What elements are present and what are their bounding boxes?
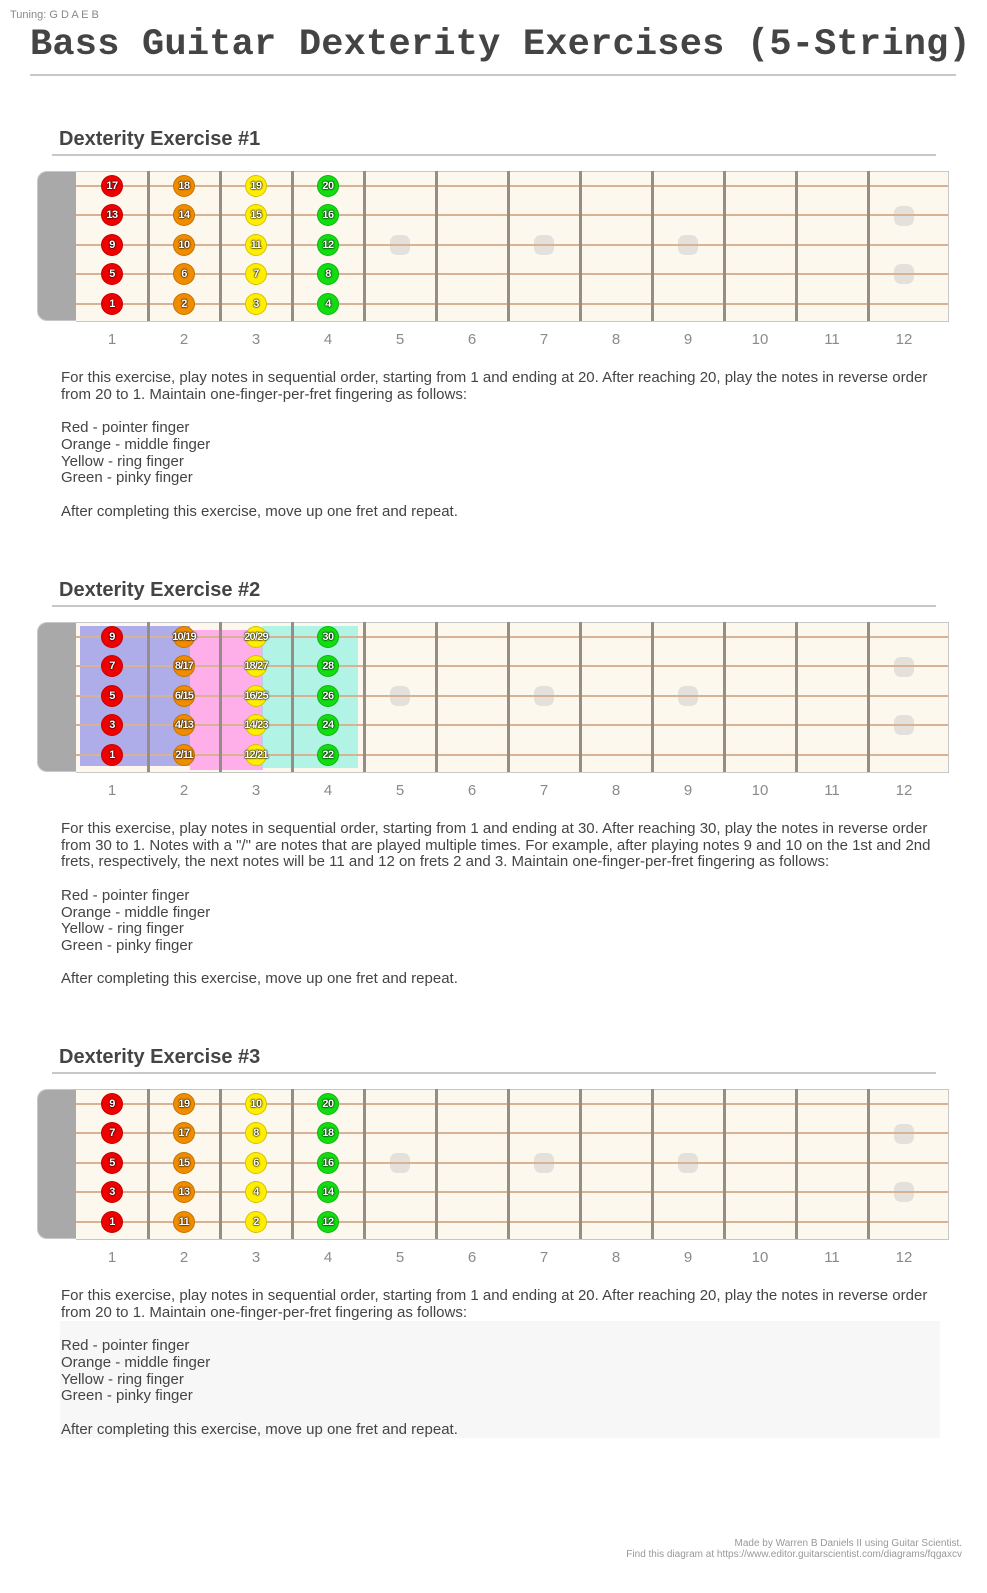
fingering-green: Green - pinky finger	[61, 469, 193, 487]
note-marker: 14/23	[245, 714, 267, 736]
fret-wire	[219, 622, 222, 772]
fret-number-label: 9	[683, 331, 693, 348]
fingering-orange: Orange - middle finger	[61, 1353, 211, 1371]
fret-wire	[507, 171, 510, 321]
note-marker: 8	[317, 263, 339, 285]
note-marker: 2	[173, 293, 195, 315]
string-2	[76, 665, 948, 667]
fret-wire	[291, 1089, 294, 1239]
fret-wire	[723, 622, 726, 772]
string-2	[76, 214, 948, 216]
fretboard-diagram	[37, 622, 949, 773]
fret-wire	[291, 622, 294, 772]
note-marker: 24	[317, 714, 339, 736]
string-5	[76, 303, 948, 305]
note-marker: 16	[317, 204, 339, 226]
tuning-label: Tuning: G D A E B	[10, 9, 99, 21]
title-divider	[30, 74, 956, 76]
fret-wire	[795, 1089, 798, 1239]
fret-number-label: 10	[751, 782, 769, 799]
fingering-yellow: Yellow - ring finger	[61, 920, 184, 938]
fret-number-label: 5	[395, 1249, 405, 1266]
fret-wire	[795, 622, 798, 772]
note-marker: 10/19	[173, 626, 195, 648]
fret-number-label: 1	[107, 1249, 117, 1266]
fret-number-label: 3	[251, 1249, 261, 1266]
note-marker: 7	[101, 1122, 123, 1144]
section-divider	[52, 1072, 936, 1074]
string-5	[76, 754, 948, 756]
fret-number-label: 4	[323, 1249, 333, 1266]
string-3	[76, 695, 948, 697]
fret-wire	[867, 622, 870, 772]
fret-wire	[507, 622, 510, 772]
fret-wire	[867, 1089, 870, 1239]
fingering-green: Green - pinky finger	[61, 1387, 193, 1405]
fingering-yellow: Yellow - ring finger	[61, 452, 184, 470]
string-1	[76, 636, 948, 638]
fret-number-label: 9	[683, 782, 693, 799]
note-marker: 18	[173, 175, 195, 197]
note-marker: 13	[101, 204, 123, 226]
fret-number-label: 3	[251, 331, 261, 348]
fret-wire	[219, 171, 222, 321]
fretboard-diagram	[37, 1089, 949, 1240]
note-marker: 2/11	[173, 744, 195, 766]
fret-wire	[723, 171, 726, 321]
note-marker: 3	[101, 714, 123, 736]
note-marker: 10	[245, 1093, 267, 1115]
fret-number-label: 6	[467, 331, 477, 348]
fret-wire	[579, 171, 582, 321]
fret-wire	[795, 171, 798, 321]
note-marker: 5	[101, 263, 123, 285]
footer-link-line[interactable]: Find this diagram at https://www.editor.guitarscientist.com/diagrams/fqgaxcv	[626, 1549, 962, 1560]
note-marker: 5	[101, 1152, 123, 1174]
fret-wire	[867, 171, 870, 321]
note-marker: 12/21	[245, 744, 267, 766]
note-marker: 28	[317, 655, 339, 677]
fretboard-background	[76, 1089, 949, 1240]
fret-wire	[435, 622, 438, 772]
note-marker: 4/13	[173, 714, 195, 736]
note-marker: 11	[173, 1211, 195, 1233]
exercise-title: Dexterity Exercise #3	[59, 1046, 261, 1068]
fret-wire	[363, 1089, 366, 1239]
footer-credits	[626, 1538, 962, 1560]
fret-number-label: 10	[751, 331, 769, 348]
fingering-red: Red - pointer finger	[61, 419, 190, 437]
note-marker: 6/15	[173, 685, 195, 707]
exercise-title: Dexterity Exercise #2	[59, 579, 261, 601]
note-marker: 6	[173, 263, 195, 285]
string-3	[76, 1162, 948, 1164]
fret-number-label: 4	[323, 782, 333, 799]
page-title: Bass Guitar Dexterity Exercises (5-String)	[30, 24, 971, 66]
note-marker: 26	[317, 685, 339, 707]
note-marker: 2	[245, 1211, 267, 1233]
fret-wire	[723, 1089, 726, 1239]
fret-number-label: 5	[395, 782, 405, 799]
note-marker: 11	[245, 234, 267, 256]
fret-wire	[435, 1089, 438, 1239]
note-marker: 20	[317, 1093, 339, 1115]
note-marker: 14	[173, 204, 195, 226]
note-marker: 13	[173, 1181, 195, 1203]
note-marker: 20	[317, 175, 339, 197]
note-marker: 16/25	[245, 685, 267, 707]
fret-number-label: 12	[895, 331, 913, 348]
nut	[37, 171, 76, 321]
fret-number-label: 11	[824, 331, 840, 348]
string-4	[76, 273, 948, 275]
note-marker: 5	[101, 685, 123, 707]
fingering-green: Green - pinky finger	[61, 936, 193, 954]
fret-wire	[579, 1089, 582, 1239]
fret-wire	[363, 171, 366, 321]
fret-number-label: 2	[179, 1249, 189, 1266]
note-marker: 1	[101, 1211, 123, 1233]
fret-number-label: 2	[179, 331, 189, 348]
note-marker: 1	[101, 744, 123, 766]
description-outro: After completing this exercise, move up one fret and repeat.	[61, 1420, 458, 1438]
fret-wire	[651, 171, 654, 321]
fret-number-label: 7	[539, 782, 549, 799]
fret-wire	[579, 622, 582, 772]
fret-wire	[147, 1089, 150, 1239]
exercise-description	[61, 1288, 931, 1438]
note-marker: 9	[101, 1093, 123, 1115]
string-1	[76, 185, 948, 187]
string-4	[76, 1191, 948, 1193]
string-3	[76, 244, 948, 246]
string-1	[76, 1103, 948, 1105]
note-marker: 15	[173, 1152, 195, 1174]
note-marker: 14	[317, 1181, 339, 1203]
note-marker: 1	[101, 293, 123, 315]
note-marker: 7	[101, 655, 123, 677]
note-marker: 20/29	[245, 626, 267, 648]
fingering-yellow: Yellow - ring finger	[61, 1370, 184, 1388]
note-marker: 18/27	[245, 655, 267, 677]
fret-wire	[147, 622, 150, 772]
description-intro: For this exercise, play notes in sequential order, starting from 1 and ending at 20. After reaching 20, play the notes in reverse order from 20 to 1. Maintain one-finger-per-fret fingering as follows:	[61, 369, 928, 403]
exercise-description	[61, 821, 931, 988]
fret-wire	[651, 1089, 654, 1239]
fret-number-label: 12	[895, 1249, 913, 1266]
fret-number-label: 1	[107, 782, 117, 799]
note-marker: 12	[317, 234, 339, 256]
fret-number-label: 3	[251, 782, 261, 799]
fret-number-label: 2	[179, 782, 189, 799]
fret-number-label: 4	[323, 331, 333, 348]
fret-number-label: 10	[751, 1249, 769, 1266]
fret-number-label: 8	[611, 782, 621, 799]
region-cyan	[262, 626, 358, 768]
nut	[37, 622, 76, 772]
note-marker: 19	[245, 175, 267, 197]
description-outro: After completing this exercise, move up one fret and repeat.	[61, 502, 458, 520]
string-4	[76, 724, 948, 726]
fingering-red: Red - pointer finger	[61, 886, 190, 904]
fret-wire	[147, 171, 150, 321]
string-2	[76, 1132, 948, 1134]
note-marker: 6	[245, 1152, 267, 1174]
note-marker: 17	[173, 1122, 195, 1144]
fret-wire	[363, 622, 366, 772]
note-marker: 9	[101, 234, 123, 256]
note-marker: 3	[245, 293, 267, 315]
fret-number-label: 8	[611, 1249, 621, 1266]
note-marker: 16	[317, 1152, 339, 1174]
note-marker: 12	[317, 1211, 339, 1233]
fret-wire	[291, 171, 294, 321]
note-marker: 8/17	[173, 655, 195, 677]
fret-number-label: 1	[107, 331, 117, 348]
note-marker: 9	[101, 626, 123, 648]
note-marker: 22	[317, 744, 339, 766]
fret-number-label: 7	[539, 1249, 549, 1266]
fret-number-label: 11	[824, 1249, 840, 1266]
note-marker: 17	[101, 175, 123, 197]
fretboard-diagram	[37, 171, 949, 322]
note-marker: 8	[245, 1122, 267, 1144]
fretboard-background	[76, 171, 949, 322]
fret-number-label: 11	[824, 782, 840, 799]
description-intro: For this exercise, play notes in sequential order, starting from 1 and ending at 20. After reaching 20, play the notes in reverse order from 20 to 1. Maintain one-finger-per-fret fingering as follows:	[61, 1287, 928, 1321]
footer-credit-line: Made by Warren B Daniels II using Guitar Scientist.	[734, 1538, 962, 1549]
section-divider	[52, 605, 936, 607]
note-marker: 7	[245, 263, 267, 285]
fingering-orange: Orange - middle finger	[61, 435, 211, 453]
note-marker: 4	[245, 1181, 267, 1203]
fret-number-label: 7	[539, 331, 549, 348]
exercise-title: Dexterity Exercise #1	[59, 128, 261, 150]
fret-wire	[507, 1089, 510, 1239]
note-marker: 19	[173, 1093, 195, 1115]
exercise-description	[61, 370, 931, 520]
note-marker: 3	[101, 1181, 123, 1203]
description-outro: After completing this exercise, move up one fret and repeat.	[61, 970, 458, 988]
note-marker: 30	[317, 626, 339, 648]
fret-number-label: 9	[683, 1249, 693, 1266]
note-marker: 4	[317, 293, 339, 315]
description-intro: For this exercise, play notes in sequential order, starting from 1 and ending at 30. After reaching 30, play the notes in reverse order from 30 to 1. Notes with a "/" are notes that are played multiple times. For example, after playing notes 9 and 10 on the 1st and 2nd frets, respectively, the next notes will be 11 and 12 on frets 2 and 3. Maintain one-finger-per-fret fingering as follows:	[61, 820, 931, 871]
note-marker: 15	[245, 204, 267, 226]
fret-number-label: 12	[895, 782, 913, 799]
section-divider	[52, 154, 936, 156]
fret-wire	[219, 1089, 222, 1239]
fret-number-label: 6	[467, 1249, 477, 1266]
fret-wire	[651, 622, 654, 772]
string-5	[76, 1221, 948, 1223]
fingering-red: Red - pointer finger	[61, 1337, 190, 1355]
fret-number-label: 8	[611, 331, 621, 348]
note-marker: 18	[317, 1122, 339, 1144]
fret-number-label: 5	[395, 331, 405, 348]
fret-wire	[435, 171, 438, 321]
fret-number-label: 6	[467, 782, 477, 799]
nut	[37, 1089, 76, 1239]
note-marker: 10	[173, 234, 195, 256]
fingering-orange: Orange - middle finger	[61, 903, 211, 921]
